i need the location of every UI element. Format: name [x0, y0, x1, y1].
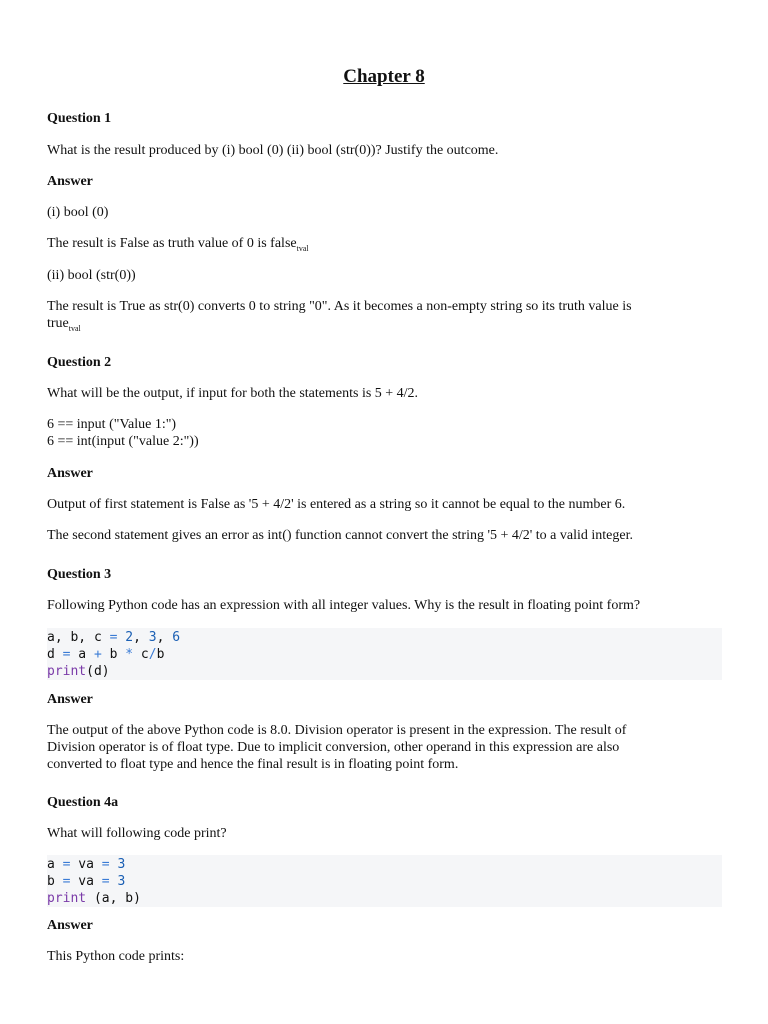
answer-1-part2-label: (ii) bool (str(0)): [47, 268, 136, 283]
code-token: b: [47, 874, 63, 889]
answer-1-part2-line1: The result is True as str(0) converts 0 to string "0". As it becomes a non-empty string so its truth value is: [47, 299, 632, 314]
code-token: d: [47, 647, 63, 662]
answer-2-heading: Answer: [47, 466, 93, 481]
code-operator: =: [62, 874, 71, 889]
code-operator: =: [62, 857, 71, 872]
code-line: [47, 663, 722, 680]
code-line: [47, 629, 722, 646]
question-2-text: What will be the output, if input for both the statements is 5 + 4/2.: [47, 386, 419, 401]
code-operator: =: [101, 857, 110, 872]
code-line: [47, 890, 722, 907]
code-token: va: [70, 857, 102, 872]
question-3-heading: Question 3: [47, 567, 112, 582]
code-token: (a, b): [86, 891, 141, 906]
code-number: 3: [148, 630, 157, 645]
answer-3-line-1: The output of the above Python code is 8.0. Division operator is present in the expression. The result of: [47, 723, 627, 738]
code-line: [47, 856, 722, 873]
answer-1-part1-text: [47, 235, 309, 253]
answer-3-line-3: converted to float type and hence the final result is in floating point form.: [47, 757, 459, 772]
question-3-text: Following Python code has an expression with all integer values. Why is the result in floating point form?: [47, 598, 641, 613]
code-block-q3: [47, 628, 722, 680]
code-token: a, b, c: [47, 630, 110, 645]
code-operator: =: [109, 630, 118, 645]
code-keyword: print: [47, 664, 87, 679]
code-block-q4a: [47, 855, 722, 907]
code-token: va: [70, 874, 102, 889]
question-2-heading: Question 2: [47, 355, 112, 370]
code-token: b: [156, 647, 165, 662]
answer-1-part2-line2: [47, 315, 81, 333]
code-line: [47, 873, 722, 890]
answer-2-text-1: Output of first statement is False as '5 + 4/2' is entered as a string so it cannot be equal to the number 6.: [47, 497, 626, 512]
answer-1-part1-label: (i) bool (0): [47, 205, 109, 220]
code-operator: =: [101, 874, 110, 889]
tval-subscript: tval: [68, 324, 81, 333]
code-token: b: [101, 647, 126, 662]
code-number: 2: [125, 630, 134, 645]
question-1-heading: Question 1: [47, 111, 112, 126]
tval-subscript: tval: [296, 244, 309, 253]
answer-3-heading: Answer: [47, 692, 93, 707]
chapter-title: Chapter 8: [343, 66, 425, 87]
code-operator: *: [125, 647, 134, 662]
question-4a-heading: Question 4a: [47, 795, 119, 810]
code-number: 3: [109, 857, 126, 872]
code-token: ,: [133, 630, 149, 645]
code-operator: +: [93, 647, 102, 662]
question-2-statement-1: 6 == input ("Value 1:"): [47, 417, 177, 432]
answer-1-part1-sentence: The result is False as truth value of 0 is false: [47, 236, 297, 251]
code-token: (d): [86, 664, 110, 679]
code-token: a: [47, 857, 63, 872]
code-number: 6: [172, 630, 181, 645]
answer-2-text-2: The second statement gives an error as int() function cannot convert the string '5 + 4/2' to a valid integer.: [47, 528, 633, 543]
question-2-statement-2: 6 == int(input ("value 2:")): [47, 434, 199, 449]
code-token: c: [133, 647, 149, 662]
code-line: [47, 646, 722, 663]
code-keyword: print: [47, 891, 87, 906]
code-number: 3: [109, 874, 126, 889]
question-1-text: What is the result produced by (i) bool (0) (ii) bool (str(0))? Justify the outcome.: [47, 143, 499, 158]
question-4a-text: What will following code print?: [47, 826, 227, 841]
answer-4a-heading: Answer: [47, 918, 93, 933]
code-token: ,: [156, 630, 173, 645]
answer-3-line-2: Division operator is of float type. Due to implicit conversion, other operand in this expression are also: [47, 740, 620, 755]
answer-1-heading: Answer: [47, 174, 93, 189]
code-operator: /: [148, 647, 157, 662]
answer-4a-text: This Python code prints:: [47, 949, 185, 964]
code-operator: =: [62, 647, 71, 662]
answer-1-part2-word: true: [47, 316, 69, 331]
code-token: a: [70, 647, 94, 662]
